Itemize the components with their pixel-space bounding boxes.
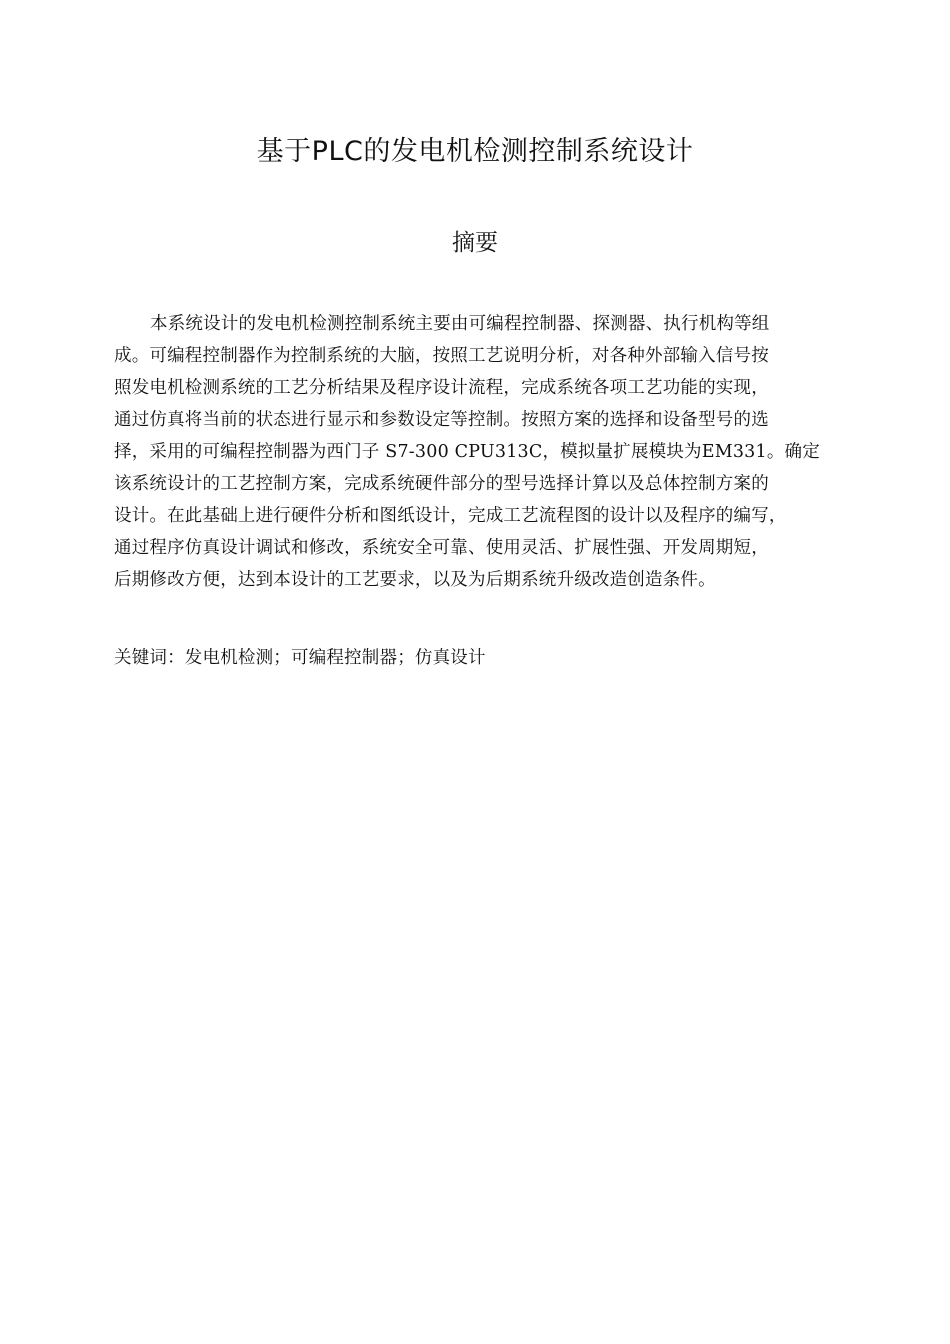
abstract-line: 照发电机检测系统的工艺分析结果及程序设计流程，完成系统各项工艺功能的实现， xyxy=(114,378,769,398)
abstract-line: 后期修改方便，达到本设计的工艺要求，以及为后期系统升级改造创造条件。 xyxy=(114,570,716,590)
document-title: 基于PLC的发电机检测控制系统设计 xyxy=(256,136,694,167)
abstract-heading: 摘要 xyxy=(452,230,498,256)
abstract-line: 通过仿真将当前的状态进行显示和参数设定等控制。按照方案的选择和设备型号的选 xyxy=(114,410,769,430)
abstract-line: 择，采用的可编程控制器为西门子 S7-300 CPU313C，模拟量扩展模块为EM331。确定 xyxy=(114,442,820,462)
abstract-line: 该系统设计的工艺控制方案，完成系统硬件部分的型号选择计算以及总体控制方案的 xyxy=(114,474,769,494)
abstract-line: 通过程序仿真设计调试和修改，系统安全可靠、使用灵活、扩展性强、开发周期短， xyxy=(114,538,769,558)
abstract-line: 本系统设计的发电机检测控制系统主要由可编程控制器、探测器、执行机构等组 xyxy=(150,314,770,334)
keywords-line: 关键词：发电机检测；可编程控制器；仿真设计 xyxy=(114,648,486,668)
abstract-line: 设计。在此基础上进行硬件分析和图纸设计，完成工艺流程图的设计以及程序的编写， xyxy=(114,506,787,526)
abstract-line: 成。可编程控制器作为控制系统的大脑，按照工艺说明分析，对各种外部输入信号按 xyxy=(114,346,769,366)
abstract-body xyxy=(114,308,844,596)
